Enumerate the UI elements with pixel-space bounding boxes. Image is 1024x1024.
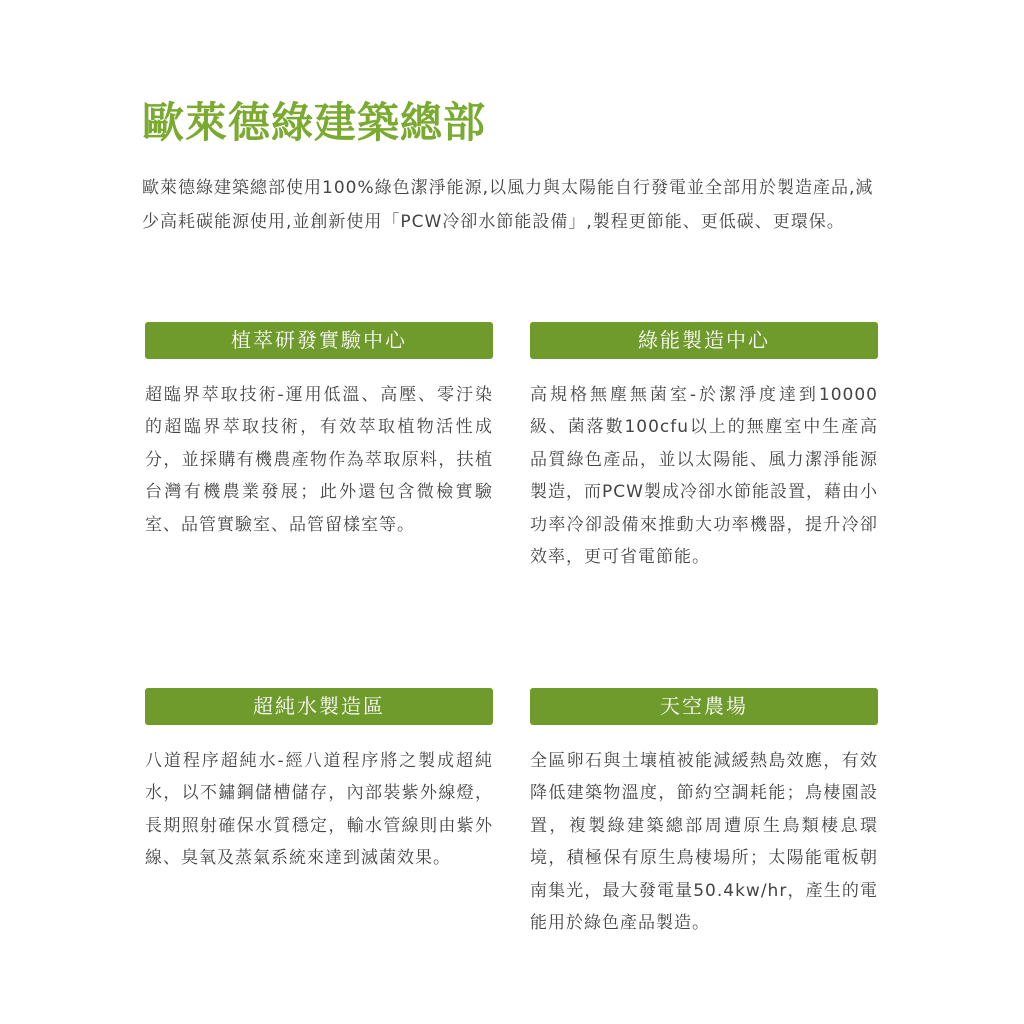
section-green-manufacturing: [530, 322, 878, 573]
section-sky-farm: [530, 688, 878, 939]
section-heading: 植萃研發實驗中心: [145, 322, 493, 359]
section-heading: 綠能製造中心: [530, 322, 878, 359]
section-heading: 超純水製造區: [145, 688, 493, 725]
section-heading: 天空農場: [530, 688, 878, 725]
section-body: 八道程序超純水-經八道程序將之製成超純水，以不鏽鋼儲槽儲存，內部裝紫外線燈，長期照射確保水質穩定，輸水管線則由紫外線、臭氧及蒸氣系統來達到滅菌效果。: [145, 751, 493, 869]
section-botanical-lab: [145, 322, 493, 541]
page-title: 歐萊德綠建築總部: [142, 98, 487, 147]
intro-paragraph: 歐萊德綠建築總部使用100%綠色潔淨能源,以風力與太陽能自行發電並全部用於製造產品,減少高耗碳能源使用,並創新使用「PCW冷卻水節能設備」,製程更節能、更低碳、更環保。: [142, 178, 874, 232]
section-ultrapure-water: [145, 688, 493, 875]
section-body: 高規格無塵無菌室-於潔淨度達到10000級、菌落數100cfu以上的無塵室中生產高品質綠色產品，並以太陽能、風力潔淨能源製造，而PCW製成冷卻水節能設置，藉由小功率冷卻設備來推動大功率機器，提升冷卻效率，更可省電節能。: [530, 385, 878, 568]
section-body: 超臨界萃取技術-運用低溫、高壓、零汙染的超臨界萃取技術，有效萃取植物活性成分，並採購有機農產物作為萃取原料，扶植台灣有機農業發展；此外還包含微檢實驗室、品管實驗室、品管留樣室等。: [145, 385, 493, 535]
section-body: 全區卵石與土壤植被能減緩熱島效應，有效降低建築物溫度，節約空調耗能；鳥棲園設置，複製綠建築總部周遭原生鳥類棲息環境，積極保有原生鳥棲場所；太陽能電板朝南集光，最大發電量50.4kw/hr，產生的電能用於綠色產品製造。: [530, 751, 878, 934]
